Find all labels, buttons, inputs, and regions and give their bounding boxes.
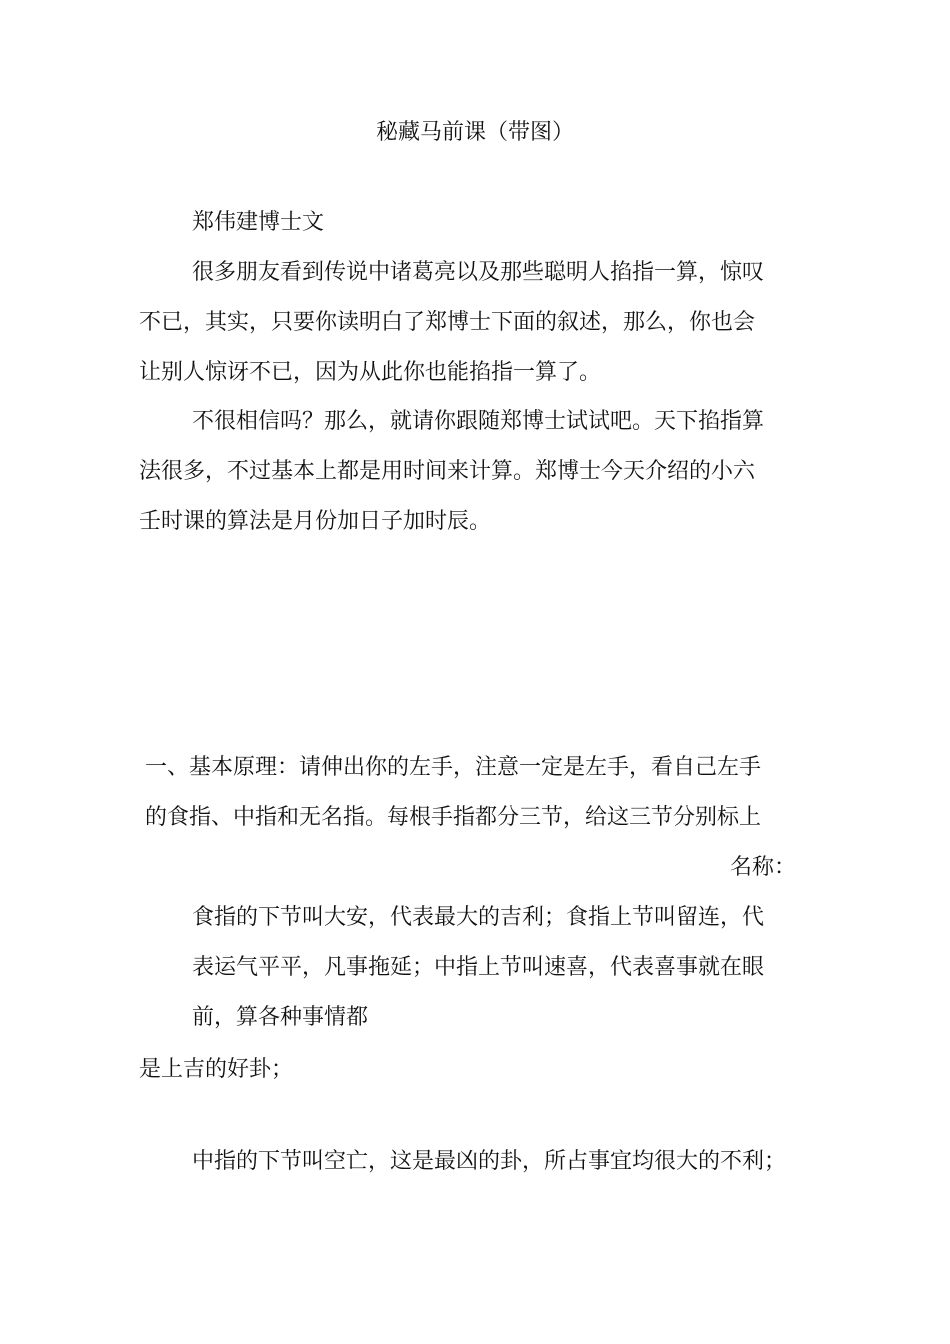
intro-paragraph-1-line-1: 很多朋友看到传说中诸葛亮以及那些聪明人掐指一算，惊叹	[192, 260, 765, 285]
author-line: 郑伟建博士文	[192, 210, 325, 235]
section-1-paragraph-a-line-4: 是上吉的好卦；	[139, 1057, 294, 1082]
intro-paragraph-1-line-2: 不已，其实，只要你读明白了郑博士下面的叙述，那么，你也会	[139, 310, 756, 335]
section-1-paragraph-b: 中指的下节叫空亡，这是最凶的卦，所占事宜均很大的不利；	[192, 1149, 787, 1174]
section-1-paragraph-a-line-2: 表运气平平，凡事拖延；中指上节叫速喜，代表喜事就在眼	[192, 955, 765, 980]
section-1-line-1: 一、基本原理：请伸出你的左手，注意一定是左手，看自己左手	[145, 755, 762, 780]
intro-paragraph-2-line-1: 不很相信吗？那么，就请你跟随郑博士试试吧。天下掐指算	[192, 409, 765, 434]
document-title: 秘藏马前课（带图）	[375, 120, 574, 145]
intro-paragraph-1-line-3: 让别人惊讶不已，因为从此你也能掐指一算了。	[139, 360, 602, 385]
section-1-paragraph-a-line-1: 食指的下节叫大安，代表最大的吉利；食指上节叫留连，代	[192, 905, 765, 930]
section-1-paragraph-a-line-3: 前，算各种事情都	[192, 1005, 369, 1030]
section-1-line-2: 的食指、中指和无名指。每根手指都分三节，给这三节分别标上	[145, 805, 762, 830]
section-1-line-3: 名称：	[730, 855, 797, 880]
intro-paragraph-2-line-3: 壬时课的算法是月份加日子加时辰。	[139, 509, 492, 534]
intro-paragraph-2-line-2: 法很多，不过基本上都是用时间来计算。郑博士今天介绍的小六	[139, 459, 756, 484]
